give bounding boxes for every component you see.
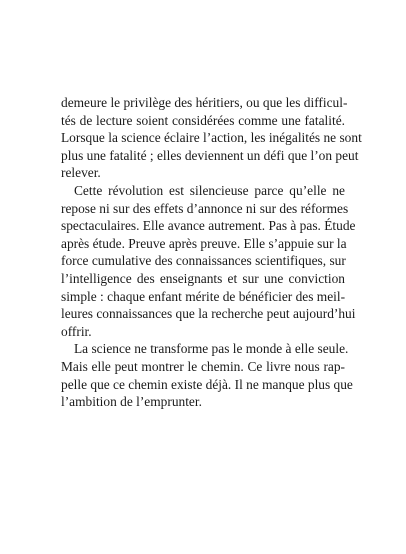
text-line: force cumulative des connaissances scientifiques, sur xyxy=(61,253,346,269)
text-line: leures connaissances que la recherche peut aujourd’hui xyxy=(61,306,356,322)
text-line: après étude. Preuve après preuve. Elle s’appuie sur la xyxy=(61,235,347,251)
paragraph-1 xyxy=(61,94,362,182)
text-line: l’intelligence des enseignants et sur une conviction xyxy=(61,270,345,286)
text-line: spectaculaires. Elle avance autrement. Pas à pas. Étude xyxy=(61,218,356,234)
text-line: La science ne transforme pas le monde à elle seule. xyxy=(74,341,349,357)
text-line: Cette révolution est silencieuse parce qu’elle ne xyxy=(74,182,345,198)
text-line: offrir. xyxy=(61,323,92,339)
text-line: tés de lecture soient considérées comme une fatalité. xyxy=(61,112,345,128)
paragraph-3 xyxy=(61,340,353,410)
text-line: relever. xyxy=(61,165,101,181)
text-line: l’ambition de l’emprunter. xyxy=(61,394,202,410)
text-line: plus une fatalité ; elles deviennent un défi que l’on peut xyxy=(61,147,359,163)
body-text xyxy=(61,94,362,411)
paragraph-2 xyxy=(61,182,356,340)
text-line: simple : chaque enfant mérite de bénéficier des meil- xyxy=(61,288,346,304)
text-line: Mais elle peut montrer le chemin. Ce livre nous rap- xyxy=(61,358,345,374)
text-line: repose ni sur des effets d’annonce ni sur des réformes xyxy=(61,200,349,216)
text-line: pelle que ce chemin existe déjà. Il ne manque plus que xyxy=(61,376,353,392)
text-line: Lorsque la science éclaire l’action, les inégalités ne sont xyxy=(61,130,362,146)
text-line: demeure le privilège des héritiers, ou que les difficul- xyxy=(61,95,348,110)
